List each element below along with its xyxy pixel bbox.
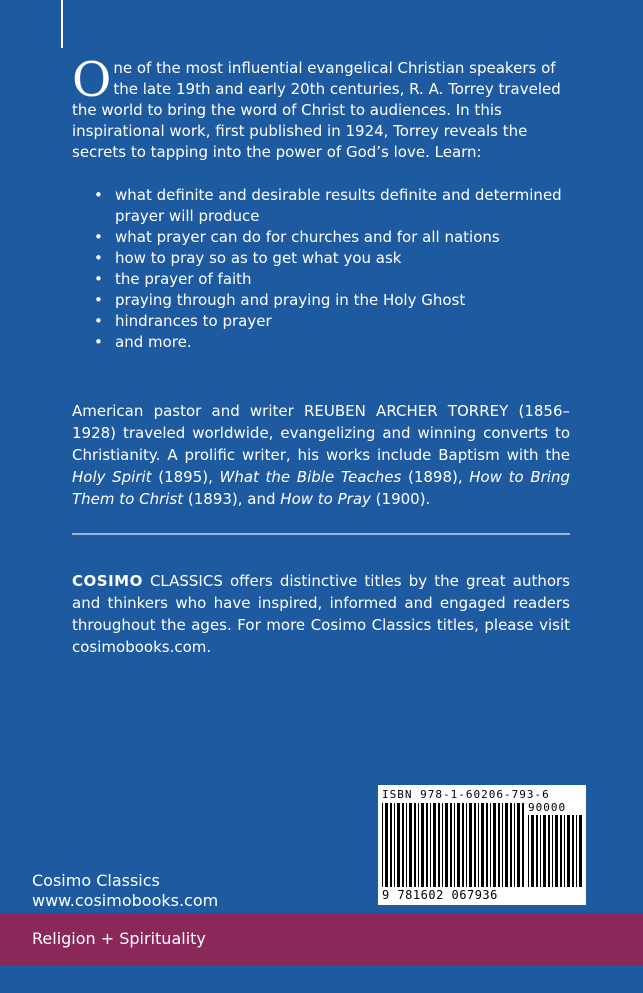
addon-bars xyxy=(528,815,582,887)
publisher-name: Cosimo Classics xyxy=(32,871,160,890)
top-vertical-rule xyxy=(61,0,63,48)
publisher-blurb xyxy=(72,570,570,658)
book-title: Holy Spirit xyxy=(72,468,152,486)
list-item: • hindrances to prayer xyxy=(72,311,572,332)
blurb-text: ne of the most influential evangelical Christian speakers of the late 19th and early 20th centuries, R. A. Torrey traveled the world to bring the word of Christ to audiences. In this inspirational work, first published in 1924, Torrey reveals the secrets to tapping into the power of God’s love. Learn: xyxy=(72,59,561,161)
bio-text: (1895), xyxy=(151,468,220,486)
category-label: Religion + Spirituality xyxy=(32,929,206,948)
publisher-text: offers distinctive titles by the great authors and thinkers who have inspired, informed and engaged readers throughout the ages. For more Cosimo Classics titles, please visit cosimobooks.com. xyxy=(72,572,570,656)
bio-text: (1856–1928) traveled worldwide, evangelizing and winning converts to Christianity. A prolific writer, his works include Baptism with the xyxy=(72,402,571,464)
list-item: • what prayer can do for churches and for all nations xyxy=(72,227,572,248)
price-code: 90000 xyxy=(528,801,567,814)
bottom-strip xyxy=(0,966,643,993)
book-title: What the Bible Teaches xyxy=(219,468,402,486)
bio-text: American pastor and writer xyxy=(72,402,304,420)
list-item: • how to pray so as to get what you ask xyxy=(72,248,572,269)
list-item: • what definite and desirable results definite and determined prayer will produce xyxy=(72,185,572,227)
publisher-info xyxy=(32,871,218,911)
barcode-digits: 9 781602 067936 xyxy=(382,888,498,902)
publisher-url: www.cosimobooks.com xyxy=(32,891,219,910)
author-bio xyxy=(72,400,570,510)
book-blurb xyxy=(72,52,572,163)
bio-text: (1898), xyxy=(401,468,470,486)
book-title: How to Bring Them to Christ xyxy=(72,468,570,508)
divider xyxy=(72,533,570,535)
list-item: • praying through and praying in the Holy Ghost xyxy=(72,290,572,311)
bio-text: (1893), and xyxy=(183,490,281,508)
isbn-barcode xyxy=(378,785,586,905)
learn-list xyxy=(72,185,572,353)
book-title: How to Pray xyxy=(280,490,371,508)
isbn-label: ISBN 978-1-60206-793-6 xyxy=(382,788,550,801)
list-item: • and more. xyxy=(72,332,572,353)
brand-suffix: CLASSICS xyxy=(142,572,223,590)
drop-cap: O xyxy=(72,52,112,108)
bio-text: (1900). xyxy=(370,490,431,508)
list-item: • the prayer of faith xyxy=(72,269,572,290)
ean-bars xyxy=(382,803,524,887)
author-name: REUBEN ARCHER TORREY xyxy=(304,402,509,420)
brand-name: COSIMO xyxy=(72,572,143,590)
